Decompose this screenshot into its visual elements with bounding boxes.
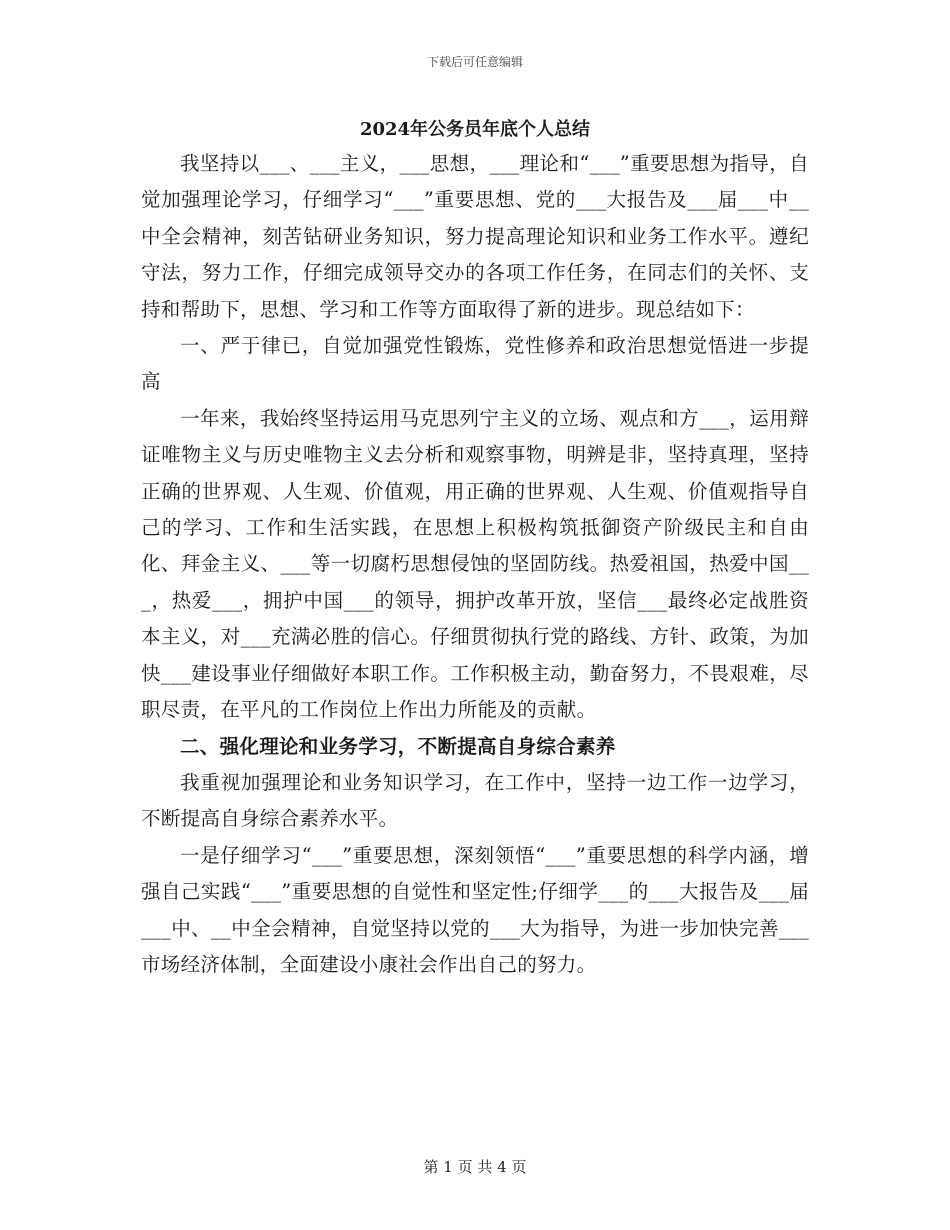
document-title: 2024年公务员年底个人总结 [359,119,591,140]
paragraph-intro: 我坚持以___、___主义，___思想，___理论和“___”重要思想为指导，自觉加强理论学习，仔细学习“___”重要思想、党的___大报告及___届___中__中全会精神，刻苦钻研业务知识，努力提高理论知识和业务工作水平。遵纪守法，努力工作，仔细完成领导交办的各项工作任务，在同志们的关怀、支持和帮助下，思想、学习和工作等方面取得了新的进步。现总结如下： [141,152,809,321]
section-heading-2: 二、强化理论和业务学习，不断提高自身综合素养 [180,734,616,758]
paragraph-section-1: 一年来，我始终坚持运用马克思列宁主义的立场、观点和方___，运用辩证唯物主义与历史唯物主义去分析和观察事物，明辨是非，坚持真理，坚持正确的世界观、人生观、价值观，用正确的世界观、人生观、价值观指导自己的学习、工作和生活实践，在思想上积极构筑抵御资产阶级民主和自由化、拜金主义、___等一切腐朽思想侵蚀的坚固防线。热爱祖国，热爱中国___，热爱___，拥护中国___的领导，拥护改革开放，坚信___最终必定战胜资本主义，对___充满必胜的信心。仔细贯彻执行党的路线、方针、政策，为加快___建设事业仔细做好本职工作。工作积极主动，勤奋努力，不畏艰难，尽职尽责，在平凡的工作岗位上作出力所能及的贡献。 [141,406,809,722]
page-number-footer: 第 1 页 共 4 页 [423,1158,527,1176]
page-header-note: 下载后可任意编辑 [426,55,523,69]
section-heading-1: 一、严于律已，自觉加强党性锻炼，党性修养和政治思想觉悟进一步提高 [141,334,809,394]
paragraph-section-2-point-1: 一是仔细学习“___”重要思想，深刻领悟“___”重要思想的科学内涵，增强自己实践“___”重要思想的自觉性和坚定性;仔细学___的___大报告及___届___中、__中全会精神，自觉坚持以党的___大为指导，为进一步加快完善___市场经济体制，全面建设小康社会作出自己的努力。 [141,843,809,976]
document-body [141,146,809,983]
paragraph-section-2-intro: 我重视加强理论和业务知识学习，在工作中，坚持一边工作一边学习，不断提高自身综合素养水平。 [141,770,809,831]
